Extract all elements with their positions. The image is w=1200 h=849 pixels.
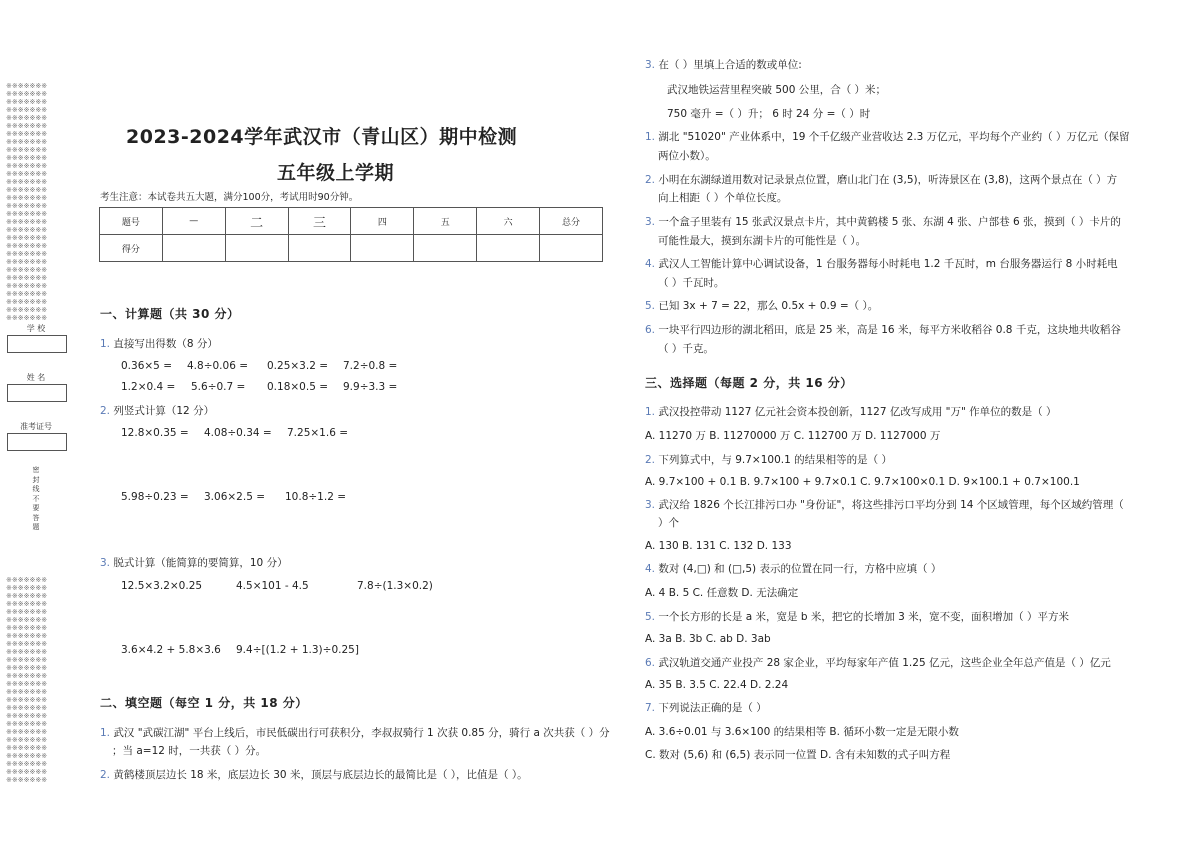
s3-q2 [645, 452, 892, 467]
s2-q3-line3: 750 毫升 =（ ）升； 6 时 24 分 =（ ）时 [667, 108, 871, 120]
expression: 4.8÷0.06 = [187, 360, 249, 372]
s3-q2-options: A. 9.7×100 + 0.1 B. 9.7×100 + 9.7×0.1 C. 9.7×100×0.1 D. 9×100.1 + 0.7×100.1 [645, 476, 1080, 488]
question-number: 5. [645, 611, 656, 623]
question-number: 5. [645, 300, 656, 312]
question-number: 4. [645, 258, 656, 270]
s3-q7-options-1: A. 3.6÷0.01 与 3.6×100 的结果相等 B. 循环小数一定是无限小数 [645, 726, 959, 738]
table-cell: 总分 [540, 208, 603, 235]
s2-q2 [100, 767, 528, 782]
question-number: 2. [645, 174, 656, 186]
expression: 0.25×3.2 = [267, 360, 329, 372]
s2-q7-cont: （ ）千瓦时。 [658, 277, 725, 289]
s2-q3 [645, 57, 802, 72]
expression: 4.08÷0.34 = [204, 427, 272, 439]
question-number: 4. [645, 563, 656, 575]
s2-q5-cont: 向上相距（ ）个单位长度。 [658, 192, 788, 204]
question-text: 一个长方形的长是 a 米，宽是 b 米，把它的长增加 3 米，宽不变，面积增加（ ）平方米 [658, 611, 1070, 623]
question-number: 1. [100, 727, 111, 739]
score-input-cell[interactable] [414, 235, 477, 262]
s3-q7 [645, 700, 767, 715]
question-text: 下列算式中，与 9.7×100.1 的结果相等的是（ ） [658, 454, 892, 466]
s3-q5 [645, 609, 1069, 624]
question-text: 武汉 "武碳江湖" 平台上线后，市民低碳出行可获积分，李叔叔骑行 1 次获 0.85 分，骑行 a 次共获（ ）分 [113, 727, 610, 739]
seal-char: 不 [32, 494, 40, 503]
exam-id-label: 准考证号 [20, 422, 52, 431]
name-field[interactable] [7, 384, 67, 402]
seal-char: 题 [32, 523, 40, 531]
seal-line-text [31, 466, 41, 533]
expression: 5.98÷0.23 = [121, 491, 189, 503]
question-text: 黄鹤楼顶层边长 18 米，底层边长 30 米，顶层与底层边长的最简比是（ ），比值是（ ）。 [113, 769, 528, 781]
expression: 0.18×0.5 = [267, 381, 329, 393]
expression: 0.36×5 = [121, 360, 172, 372]
s2-q4-cont: 两位小数）。 [658, 150, 716, 162]
expression: 9.4÷[(1.2 + 1.3)÷0.25] [236, 644, 359, 656]
table-cell: 题号 [100, 208, 163, 235]
s3-q5-options: A. 3a B. 3b C. ab D. 3ab [645, 633, 771, 645]
expression: 7.2÷0.8 = [343, 360, 398, 372]
expression: 10.8÷1.2 = [285, 491, 347, 503]
school-field[interactable] [7, 335, 67, 353]
s3-q6-options: A. 35 B. 3.5 C. 22.4 D. 2.24 [645, 679, 789, 691]
exam-notice: 考生注意：本试卷共五大题，满分100分，考试用时90分钟。 [100, 192, 359, 203]
question-text: 一块平行四边形的湖北稻田，底是 25 米，高是 16 米，每平方米收稻谷 0.8 千克，这块地共收稻谷 [658, 324, 1121, 336]
table-cell: 六 [477, 208, 540, 235]
question-number: 6. [645, 324, 656, 336]
question-text: 武汉轨道交通产业投产 28 家企业，平均每家年产值 1.25 亿元，这些企业全年总产值是（ ）亿元 [658, 657, 1111, 669]
expression: 12.5×3.2×0.25 [121, 580, 203, 592]
question-text: 武汉人工智能计算中心调试设备，1 台服务器每小时耗电 1.2 千瓦时，m 台服务器运行 8 小时耗电 [658, 258, 1118, 270]
score-table [99, 207, 603, 262]
s2-q9 [645, 322, 1121, 337]
section2-title: 二、填空题（每空 1 分，共 18 分） [100, 696, 308, 710]
expression: 4.5×101 - 4.5 [236, 580, 309, 592]
table-cell: 得分 [100, 235, 163, 262]
s3-q7-options-2: C. 数对 (5,6) 和 (6,5) 表示同一位置 D. 含有未知数的式子叫方程 [645, 749, 951, 761]
question-number: 1. [645, 131, 656, 143]
score-input-cell[interactable] [477, 235, 540, 262]
s3-q1-options: A. 11270 万 B. 11270000 万 C. 112700 万 D. 1127000 万 [645, 430, 941, 442]
score-input-cell[interactable] [351, 235, 414, 262]
score-input-cell[interactable] [540, 235, 603, 262]
score-input-cell[interactable] [225, 235, 288, 262]
s3-q3-cont: ）个 [658, 517, 679, 529]
s2-q8 [645, 298, 878, 313]
question-text: 数对 (4,□) 和 (□,5) 表示的位置在同一行，方格中应填（ ） [658, 563, 942, 575]
seal-char: 密 [32, 466, 40, 474]
expression: 7.25×1.6 = [287, 427, 349, 439]
question-number: 3. [645, 216, 656, 228]
s1-q3 [100, 555, 288, 570]
s1-q2 [100, 403, 214, 418]
question-text: 武汉给 1826 个长江排污口办 "身份证"，将这些排污口平均分到 14 个区域管理，每个区域约管理（ [658, 499, 1124, 511]
s2-q6-cont: 可能性最大，摸到东湖卡片的可能性是（ ）。 [658, 235, 867, 247]
name-label: 姓 名 [26, 373, 46, 382]
expression: 7.8÷(1.3×0.2) [357, 580, 433, 592]
s3-q3-options: A. 130 B. 131 C. 132 D. 133 [645, 540, 792, 552]
seal-char: 线 [32, 485, 40, 493]
table-cell: 三 [288, 208, 351, 235]
question-text: 一个盒子里装有 15 张武汉景点卡片，其中黄鹤楼 5 张、东湖 4 张、户部巷 6 张，摸到（ ）卡片的 [658, 216, 1121, 228]
table-cell: 二 [225, 208, 288, 235]
exam-id-field[interactable] [7, 433, 67, 451]
score-input-cell[interactable] [162, 235, 225, 262]
s2-q3-line2: 武汉地铁运营里程突破 500 公里，合（ ）米； [667, 84, 887, 96]
question-text: 直接写出得数（8 分） [113, 338, 218, 350]
s1-q1 [100, 336, 218, 351]
question-number: 6. [645, 657, 656, 669]
question-number: 7. [645, 702, 656, 714]
expression: 3.6×4.2 + 5.8×3.6 [121, 644, 221, 656]
question-number: 2. [645, 454, 656, 466]
question-text: 武汉投控带动 1127 亿元社会资本投创新，1127 亿改写成用 "万" 作单位的数是（ ） [658, 406, 1057, 418]
question-text: 湖北 "51020" 产业体系中，19 个千亿级产业营收达 2.3 万亿元，平均每个产业约（ ）万亿元（保留 [658, 131, 1130, 143]
expression: 12.8×0.35 = [121, 427, 189, 439]
binding-dots-top: ※※※※※※※ ※※※※※※※ ※※※※※※※ ※※※※※※※ ※※※※※※※ ※※※※※※※ ※※※※※※※ ※※※※※※※ ※※※※※※※ ※※※※※※※ ※※※※※※※ ※※※※※※※ ※※※※※※※ ※※※※※※※ ※※※※※※※ ※※※※※※※ ※※※※※※※ ※※※※※※※ ※※※※※※※ ※※※※※※※ ※※※※※※※ ※※※※※※※ ※※※※※※※ ※※※※※※※ ※※※※※※※ ※※※※※※※ ※※※※※※※ ※※※※※※※ ※※※※※※※ ※※※※※※※ [6, 82, 48, 322]
table-cell: 四 [351, 208, 414, 235]
section3-title: 三、选择题（每题 2 分，共 16 分） [645, 376, 853, 390]
s2-q6 [645, 214, 1121, 229]
expression: 9.9÷3.3 = [343, 381, 398, 393]
s2-q7 [645, 256, 1118, 271]
question-text: 列竖式计算（12 分） [113, 405, 215, 417]
table-cell: — [162, 208, 225, 235]
score-table-score-row [100, 235, 603, 262]
exam-subtitle: 五年级上学期 [277, 162, 395, 184]
expression: 5.6÷0.7 = [191, 381, 246, 393]
question-number: 1. [100, 338, 111, 350]
expression: 3.06×2.5 = [204, 491, 266, 503]
s3-q4-options: A. 4 B. 5 C. 任意数 D. 无法确定 [645, 587, 799, 599]
seal-char: 答 [32, 513, 40, 522]
seal-char: 要 [32, 504, 40, 512]
s3-q6 [645, 655, 1111, 670]
s2-q1-cont: ；当 a=12 时，一共获（ ）分。 [112, 745, 267, 757]
score-table-header-row [100, 208, 603, 235]
expression: 1.2×0.4 = [121, 381, 176, 393]
question-text: 在（ ）里填上合适的数或单位: [658, 59, 802, 71]
question-text: 下列说法正确的是（ ） [658, 702, 767, 714]
question-number: 2. [100, 405, 111, 417]
question-number: 3. [645, 59, 656, 71]
question-number: 3. [100, 557, 111, 569]
s3-q3 [645, 497, 1124, 512]
score-input-cell[interactable] [288, 235, 351, 262]
s3-q4 [645, 561, 941, 576]
s2-q1 [100, 725, 610, 740]
table-cell: 五 [414, 208, 477, 235]
s2-q4 [645, 129, 1130, 144]
s3-q1 [645, 404, 1057, 419]
s2-q9-cont: （ ）千克。 [658, 343, 714, 355]
school-label: 学 校 [26, 324, 46, 333]
question-number: 2. [100, 769, 111, 781]
question-number: 3. [645, 499, 656, 511]
binding-dots-bottom: ※※※※※※※ ※※※※※※※ ※※※※※※※ ※※※※※※※ ※※※※※※※ ※※※※※※※ ※※※※※※※ ※※※※※※※ ※※※※※※※ ※※※※※※※ ※※※※※※※ ※※※※※※※ ※※※※※※※ ※※※※※※※ ※※※※※※※ ※※※※※※※ ※※※※※※※ ※※※※※※※ ※※※※※※※ ※※※※※※※ ※※※※※※※ ※※※※※※※ ※※※※※※※ ※※※※※※※ ※※※※※※※ ※※※※※※※ [6, 576, 48, 784]
question-text: 已知 3x + 7 = 22，那么 0.5x + 0.9 =（ ）。 [658, 300, 879, 312]
exam-title: 2023-2024学年武汉市（青山区）期中检测 [126, 126, 518, 148]
question-text: 脱式计算（能简算的要简算，10 分） [113, 557, 288, 569]
question-number: 1. [645, 406, 656, 418]
seal-char: 封 [32, 475, 40, 484]
question-text: 小明在东湖绿道用数对记录景点位置，磨山北门在 (3,5)，听涛景区在 (3,8)，这两个景点在（ ）方 [658, 174, 1118, 186]
section1-title: 一、计算题（共 30 分） [100, 307, 240, 321]
s2-q5 [645, 172, 1117, 187]
